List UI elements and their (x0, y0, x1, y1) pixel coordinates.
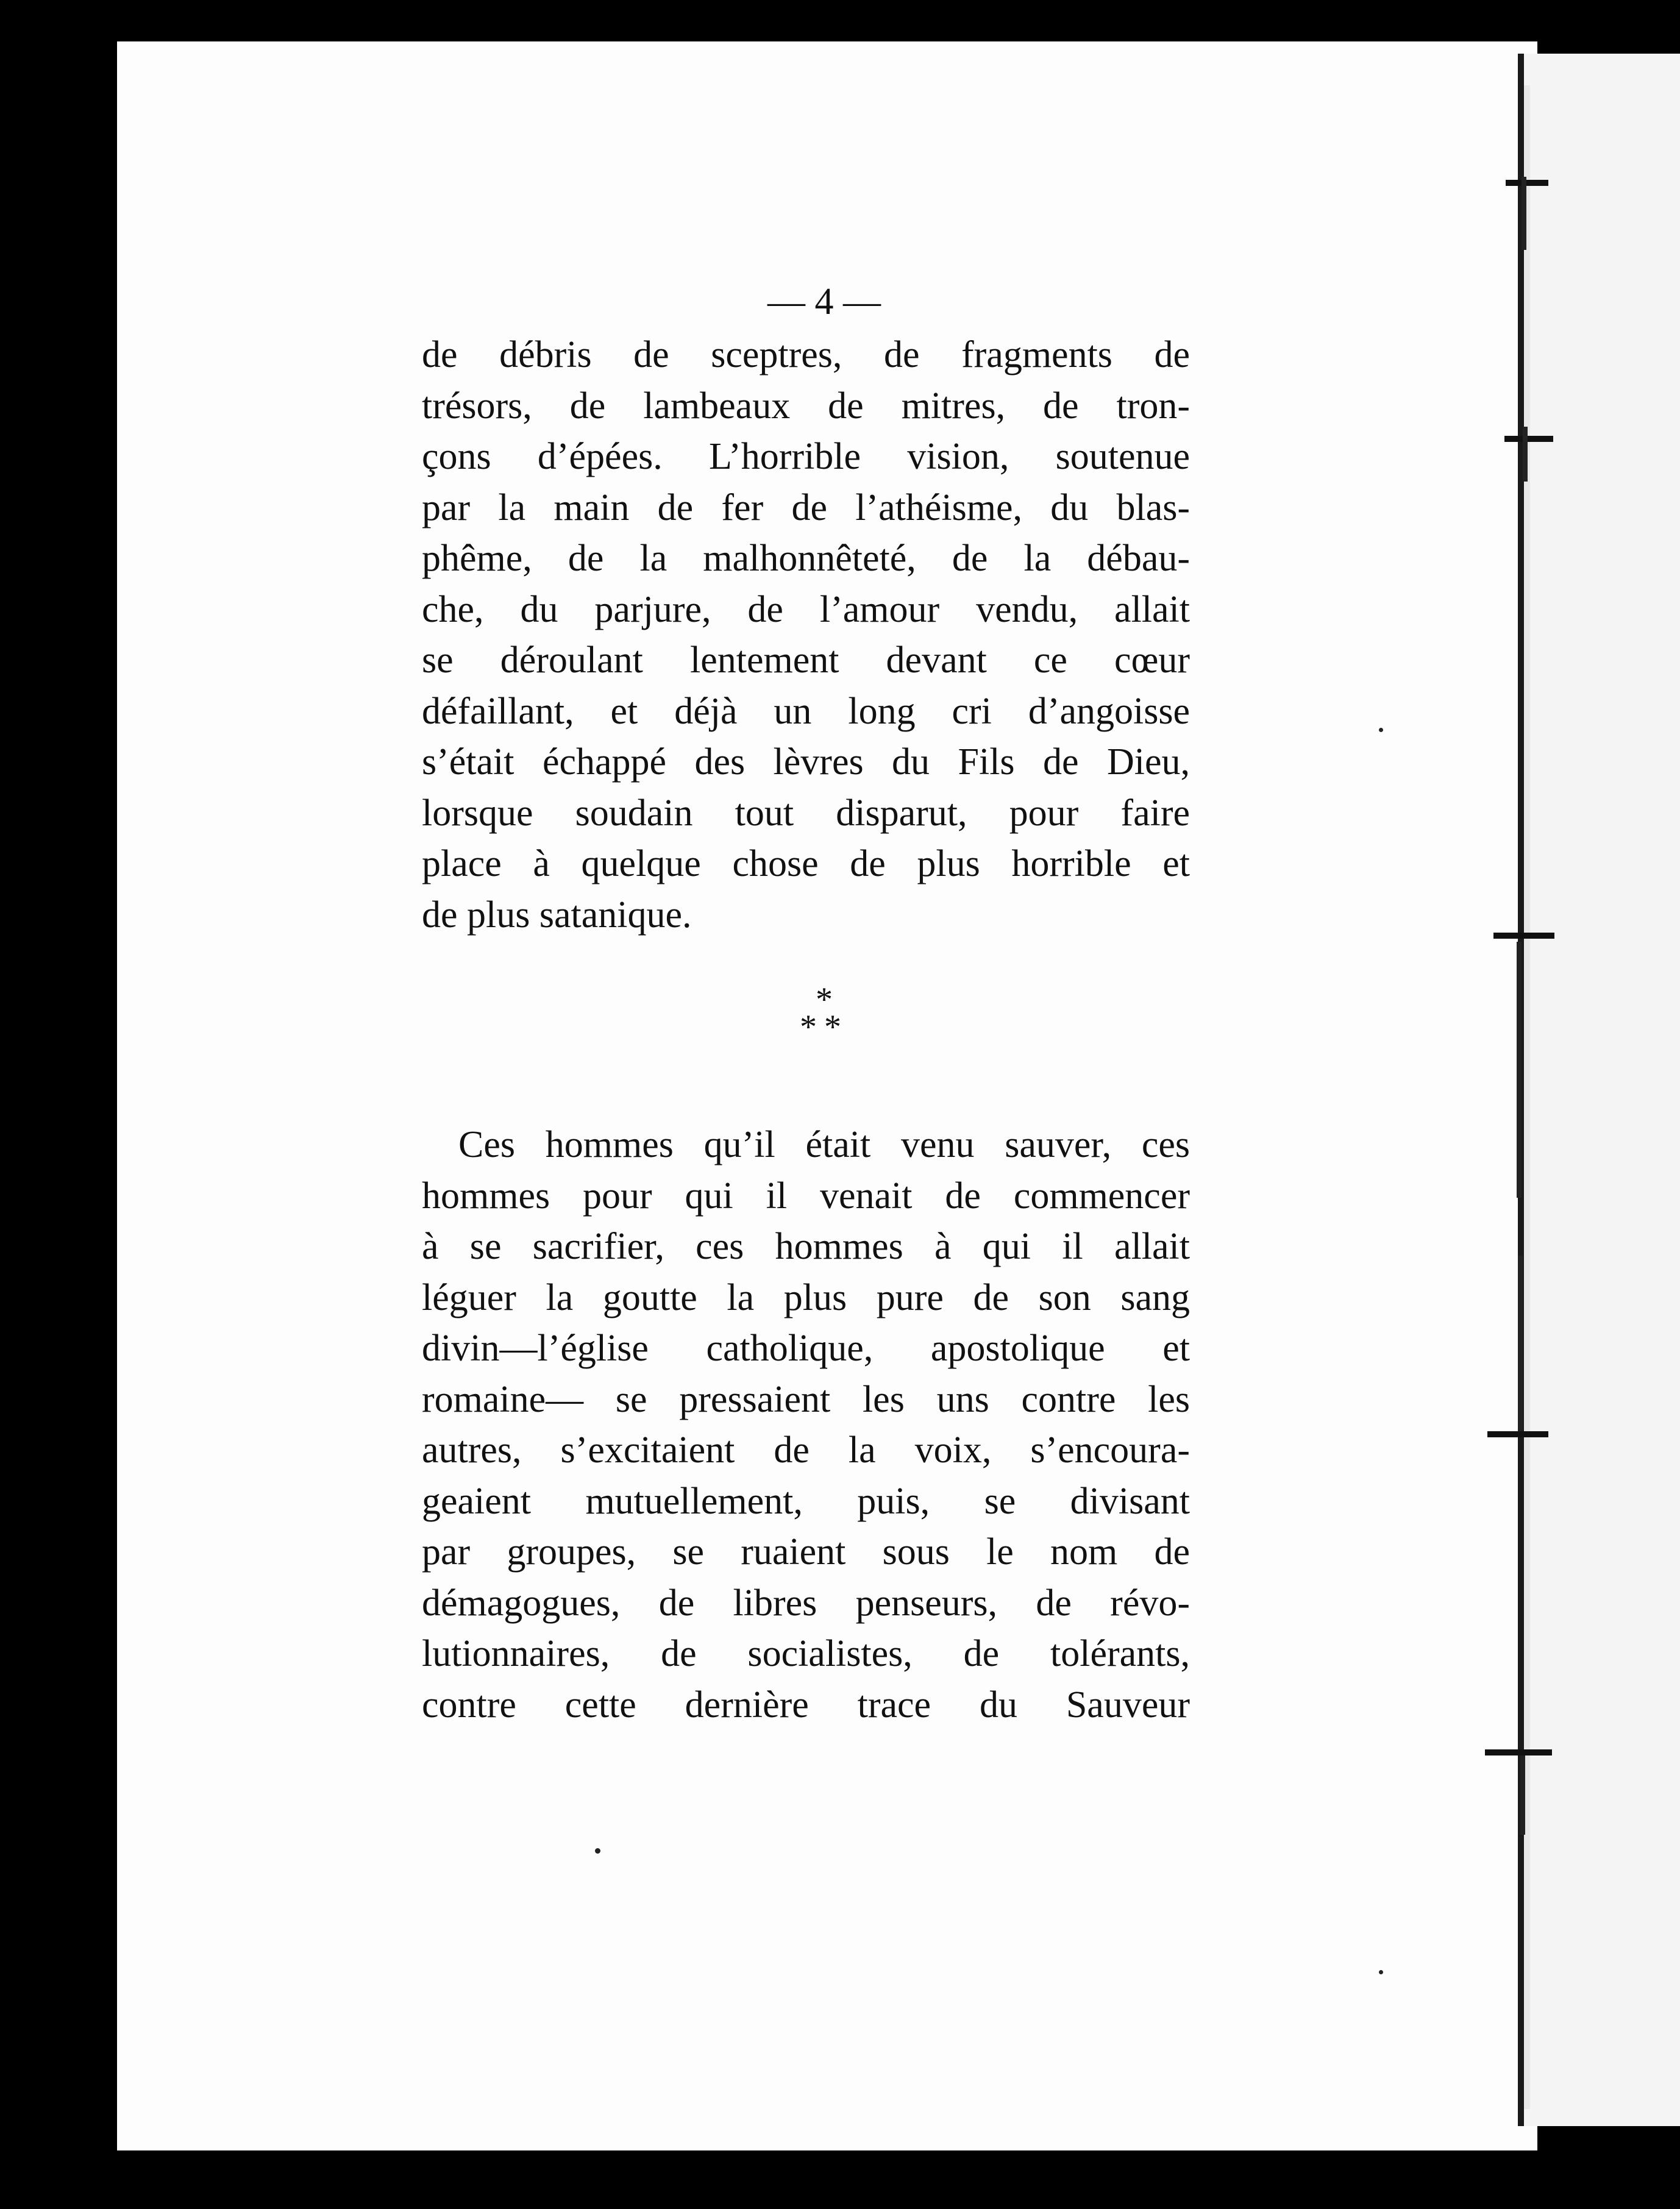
text-line: par groupes, se ruaient sous le nom de (422, 1531, 1190, 1573)
asterism-top: * (816, 981, 833, 1019)
text-line: che, du parjure, de l’amour vendu, allait (422, 588, 1190, 630)
binding-stitch (1523, 427, 1528, 482)
text-line: par la main de fer de l’athéisme, du blas- (422, 486, 1190, 528)
text-line: lutionnaires, de socialistes, de tolérants, (422, 1633, 1190, 1674)
text-line: phême, de la malhonnêteté, de la débau- (422, 538, 1190, 579)
text-line: contre cette dernière trace du Sauveur (422, 1684, 1190, 1726)
text-line: à se sacrifier, ces hommes à qui il allait (422, 1226, 1190, 1267)
text-line: lorsque soudain tout disparut, pour faire (422, 792, 1190, 834)
binding-stitch (1487, 1431, 1548, 1437)
text-line: défaillant, et déjà un long cri d’angoisse (422, 690, 1190, 732)
text-line: hommes pour qui il venait de commencer (422, 1175, 1190, 1217)
text-line: trésors, de lambeaux de mitres, de tron- (422, 385, 1190, 427)
binding-stitch (1504, 436, 1553, 442)
binding-stitch (1493, 933, 1554, 939)
page-number: — 4 — (767, 281, 881, 322)
paragraph-2 (422, 1120, 1190, 1731)
section-separator (440, 981, 1208, 1046)
text-line: Ces hommes qu’il était venu sauver, ces (458, 1124, 1190, 1165)
text-line: place à quelque chose de plus horrible et (422, 843, 1190, 884)
binding-stitch (1485, 1749, 1552, 1755)
speck (595, 1848, 600, 1854)
binding-stitch (1522, 177, 1526, 250)
speck (1379, 728, 1383, 732)
speck (1379, 1970, 1383, 1974)
text-line: romaine— se pressaient les uns contre les (422, 1378, 1190, 1420)
binding-stitch (1506, 180, 1548, 186)
asterism-bottom: ** (800, 1008, 849, 1046)
text-line: çons d’épées. L’horrible vision, soutenue (422, 436, 1190, 477)
text-line: autres, s’excitaient de la voix, s’encoura- (422, 1429, 1190, 1471)
text-line: s’était échappé des lèvres du Fils de Dieu, (422, 741, 1190, 783)
text-line: démagogues, de libres penseurs, de révo- (422, 1582, 1190, 1624)
text-line: léguer la goutte la plus pure de son sang (422, 1276, 1190, 1318)
text-line: de débris de sceptres, de fragments de (422, 334, 1190, 375)
text-line: de plus satanique. (422, 894, 692, 936)
binding-stitch (1518, 1256, 1523, 1432)
binding-stitch (1520, 1755, 1525, 1835)
binding-stitch (1517, 942, 1522, 1198)
binding-strip (1518, 54, 1680, 2126)
paragraph-1 (422, 330, 1190, 941)
text-line: se déroulant lentement devant ce cœur (422, 639, 1190, 681)
text-line: divin—l’église catholique, apostolique et (422, 1328, 1190, 1369)
text-line: geaient mutuellement, puis, se divisant (422, 1480, 1190, 1522)
page-text (422, 277, 1190, 1731)
